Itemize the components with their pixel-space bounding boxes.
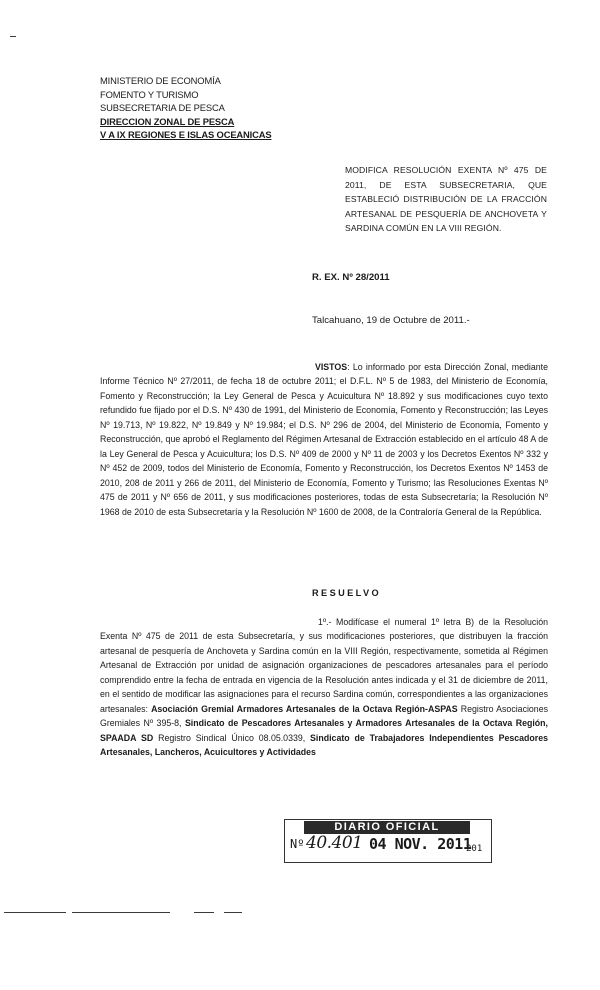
scan-mark-top — [10, 36, 16, 37]
org-spaada-registry: Registro Sindical Único 08.05.0339, — [153, 732, 311, 743]
stamp-title: DIARIO OFICIAL — [304, 821, 470, 834]
vistos-paragraph — [100, 360, 548, 519]
letterhead-ministry: MINISTERIO DE ECONOMÍA — [100, 75, 221, 86]
org-aspas: Asociación Gremial Armadores Artesanales de la Octava Región-ASPAS — [151, 703, 458, 714]
scan-line-bottom-2 — [72, 912, 170, 913]
scan-line-bottom-4 — [224, 912, 242, 913]
scan-line-bottom-1 — [4, 912, 66, 913]
vistos-label: VISTOS — [315, 362, 348, 372]
letterhead-direccion: DIRECCION ZONAL DE PESCA — [100, 115, 235, 127]
letterhead-subsecretaria: SUBSECRETARIA DE PESCA — [100, 102, 225, 114]
diario-oficial-stamp — [284, 819, 492, 863]
resolution-number: R. EX. Nº 28/2011 — [312, 272, 390, 283]
stamp-number: 40.401 — [306, 833, 363, 853]
resolution-subject: MODIFICA RESOLUCIÓN EXENTA Nº 475 DE 2011, DE ESTA SUBSECRETARIA, QUE ESTABLECIÓ DISTRIBUCIÓN DE LA FRACCIÓN ARTESANAL DE PESQUERÍA DE ANCHOVETA Y SARDINA COMÚN EN LA VIII REGIÓN. — [345, 165, 547, 234]
letterhead-regiones: V A IX REGIONES E ISLAS OCEANICAS — [100, 129, 272, 141]
org-aspas-registry: Registro Asociaciones Gremiales Nº 395-8, — [100, 703, 548, 729]
letterhead-ministry-sub: FOMENTO Y TURISMO — [100, 88, 199, 100]
org-sindicato-independientes: Sindicato de Trabajadores Independientes Pescadores Artesanales, Lancheros, Acuicultores y Actividades — [100, 732, 548, 758]
stamp-date: 04 NOV. 2011 — [369, 835, 472, 853]
article-1-text: 1º.- Modifícase el numeral 1º letra B) de la Resolución Exenta Nº 475 de 2011 de esta Subsecretaría, y sus modificaciones posteriores, que distribuyen la fracción artesanal de pesquería de Anchoveta y Sardina común en la VIII Región, respectivamente, sometida al Régimen Artesanal de Extracción por unidad de asignación organizaciones de pescadores artesanales para el período comprendido entre la fecha de entrada en vigencia de la Resolución antes indicada y el 31 de diciembre de 2011, en el sentido de modificar las asignaciones para el recurso Sardina común, correspondientes a las organizaciones artesanales: — [100, 617, 548, 714]
org-spaada: Sindicato de Pescadores Artesanales y Armadores Artesanales de la Octava Región, SPAADA SD — [100, 718, 548, 743]
stamp-suffix: 201 — [466, 844, 483, 854]
resolution-date: Talcahuano, 19 de Octubre de 2011.- — [312, 315, 470, 326]
vistos-text: : Lo informado por esta Dirección Zonal, mediante Informe Técnico Nº 27/2011, de fecha 18 de octubre 2011; el D.F.L. Nº 5 de 1983, del Ministerio de Economía, Fomento y Reconstrucción; la Ley General de Pesca y Acuicultura Nº 18.892 y sus modificaciones cuyo texto refundido fue fijado por el D.S. Nº 430 de 1991, del Ministerio de Economía, Fomento y Reconstrucción; las Leyes Nº 19.713, Nº 19.822, Nº 19.849 y Nº 19.984; el D.S. Nº 296 de 2004, del Ministerio de Economía, Fomento y Reconstrucción, que aprobó el Reglamento del Régimen Artesanal de Extracción establecido en el artículo 48 A de la Ley General de Pesca y Acuicultura; los D.S. Nº 409 de 2000 y Nº 11 de 2003 y los Decretos Exentos Nº 332 y Nº 452 de 2009, todos del Ministerio de Economía, Fomento y Reconstrucción, los Decretos Exentos Nº 1453 de 2010, 208 de 2011 y 266 de 2011, del Ministerio de Economía, Fomento y Turismo; las Resoluciones Exentas Nº 475 de 2011 y Nº 656 de 2011, y sus modificaciones posteriores, todas de esta Subsecretaría; la Resolución Nº 1968 de 2010 de esta Subsecretaría y la Resolución Nº 1600 de 2008, de la Contraloría General de la República. — [100, 362, 548, 517]
scan-line-bottom-3 — [194, 912, 214, 913]
resuelvo-heading: RESUELVO — [312, 588, 382, 598]
letterhead — [100, 74, 271, 142]
article-1-paragraph — [100, 615, 548, 760]
stamp-number-label: Nº — [290, 837, 305, 851]
